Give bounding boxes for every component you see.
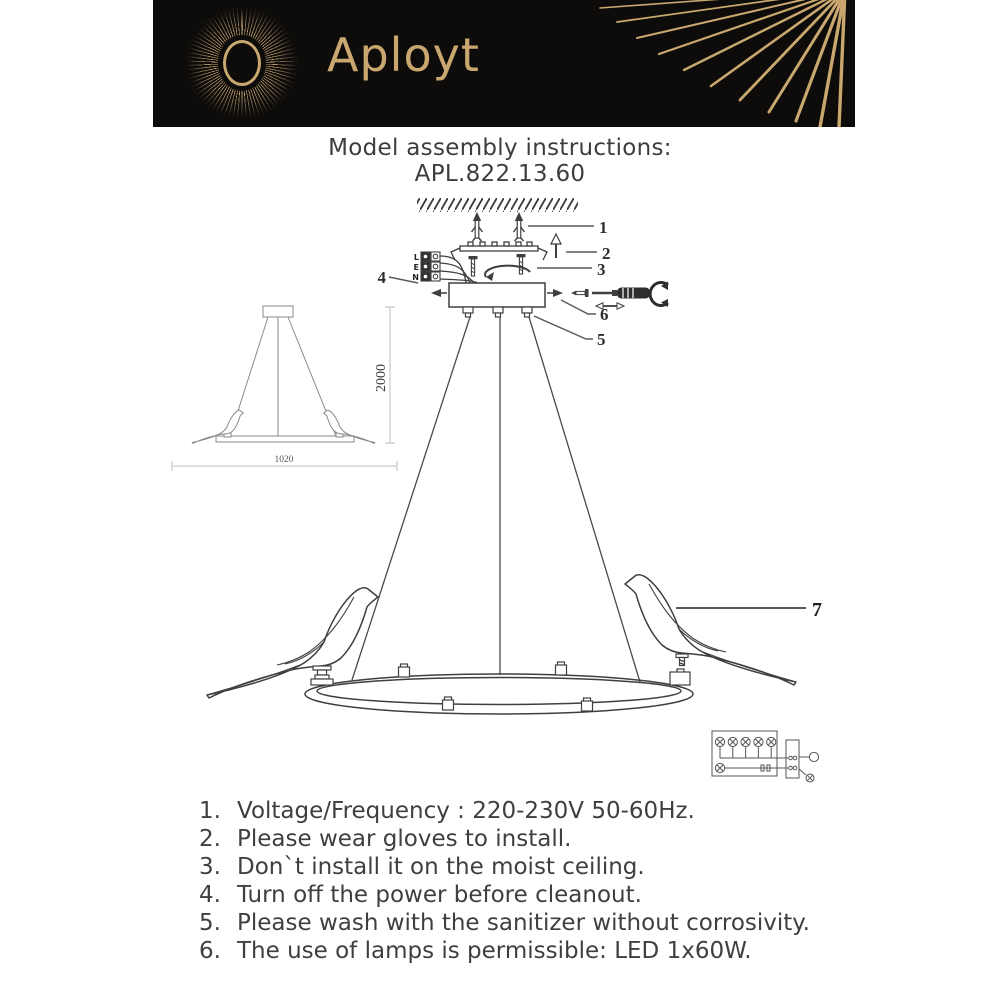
instructions-list: [0, 797, 1000, 965]
terminal-label-line: L: [413, 253, 419, 262]
brand-name: Aployt: [327, 28, 480, 82]
instruction-number: 6.: [199, 938, 221, 964]
title-block: [0, 135, 1000, 187]
callout-1-label: 1: [599, 218, 608, 237]
anchor-bolts: [472, 212, 525, 241]
instruction-text: Don`t install it on the moist ceiling.: [237, 854, 645, 880]
terminal-label-earth: E: [413, 263, 419, 272]
dimension-diagram: [192, 306, 375, 443]
terminal-block: [412, 252, 478, 283]
cable-glands: [463, 307, 532, 317]
width-dimension: 1020: [274, 455, 294, 465]
height-dimension: 2000: [374, 364, 389, 392]
instruction-item: [0, 797, 1000, 825]
callout-5-label: 5: [597, 330, 606, 349]
screwdriver-icon: [571, 282, 668, 310]
page-title: Model assembly instructions:: [328, 135, 672, 161]
lift-arrow-icon: [551, 234, 561, 258]
bird-right-pin: [676, 654, 688, 666]
assembly-diagram: [0, 190, 1000, 790]
callout-7-label: 7: [812, 599, 822, 621]
instruction-text: Please wash with the sanitizer without corrosivity.: [237, 910, 810, 936]
callout-2-label: 2: [602, 244, 611, 263]
callout-3: [537, 260, 606, 279]
instruction-text: The use of lamps is permissible: LED 1x60W.: [237, 938, 752, 964]
instruction-text: Please wear gloves to install.: [237, 826, 572, 852]
brand-banner: [153, 0, 855, 127]
ceiling-hatch: [417, 198, 578, 212]
fixing-screws: [469, 254, 531, 281]
callout-1: [528, 218, 608, 237]
instruction-text: Voltage/Frequency : 220-230V 50-60Hz.: [237, 798, 695, 824]
callout-6-label: 6: [600, 305, 609, 324]
callout-3-label: 3: [597, 260, 606, 279]
wiring-schematic: [712, 731, 819, 782]
callout-5: [534, 316, 606, 349]
instruction-item: [0, 937, 1000, 965]
callout-4-label: 4: [377, 268, 386, 287]
callout-7: [676, 599, 822, 621]
instruction-item: [0, 853, 1000, 881]
terminal-label-neutral: N: [412, 273, 419, 282]
dimension-lines: [172, 307, 397, 471]
suspension-wires: [352, 317, 640, 682]
ceiling-canopy: [431, 283, 563, 317]
instruction-item: [0, 825, 1000, 853]
bird-left-pedestal: [311, 666, 333, 685]
instruction-item: [0, 909, 1000, 937]
sunburst-ring: [223, 40, 261, 86]
instruction-number: 2.: [199, 826, 221, 852]
instruction-number: 4.: [199, 882, 221, 908]
instruction-number: 1.: [199, 798, 221, 824]
instruction-item: [0, 881, 1000, 909]
corner-rays-icon: [545, 0, 855, 127]
instruction-number: 5.: [199, 910, 221, 936]
instruction-number: 3.: [199, 854, 221, 880]
instruction-text: Turn off the power before cleanout.: [237, 882, 642, 908]
led-ring: [305, 674, 693, 714]
bird-figure-right: [625, 575, 796, 685]
model-number: APL.822.13.60: [414, 161, 586, 187]
ring-socket: [670, 669, 690, 685]
terminal-screws: [715, 737, 775, 746]
brand-sunburst-icon: [187, 8, 297, 118]
mounting-bracket: [451, 242, 547, 260]
